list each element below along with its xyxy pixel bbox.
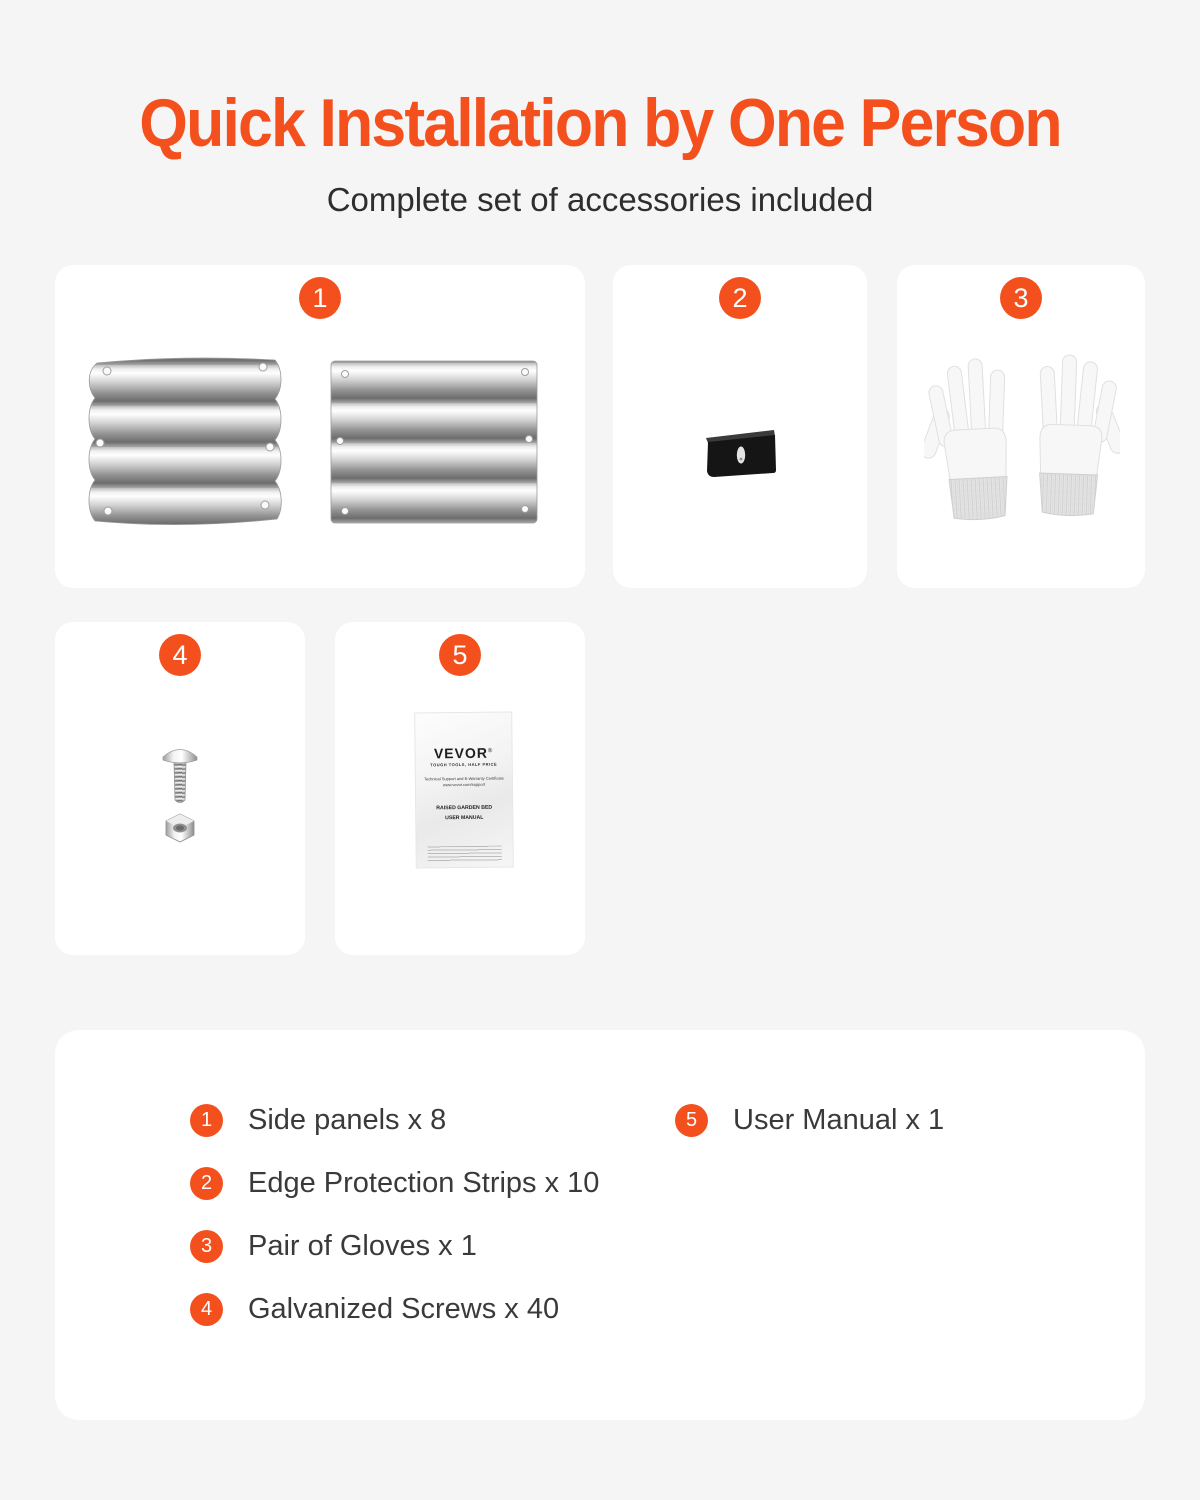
nut-illustration xyxy=(166,814,194,842)
legend-item xyxy=(190,1230,599,1263)
manual-document-title xyxy=(416,803,512,824)
legend-item xyxy=(675,1104,944,1137)
manual-fine-print xyxy=(428,845,502,861)
legend-card xyxy=(55,1030,1145,1420)
user-manual-illustration xyxy=(414,711,514,868)
accessory-card-gloves xyxy=(897,265,1145,588)
manual-support-url: www.vevor.com/support xyxy=(442,782,486,788)
accessory-card-screws xyxy=(55,622,305,955)
card-number-badge: 3 xyxy=(1000,277,1042,319)
legend-number-badge: 2 xyxy=(190,1167,223,1200)
legend-column-1 xyxy=(190,1104,599,1356)
legend-column-2 xyxy=(675,1104,944,1167)
legend-number-badge: 3 xyxy=(190,1230,223,1263)
side-panels-illustration xyxy=(83,351,563,541)
curved-side-panel-illustration xyxy=(89,358,281,524)
legend-number-badge: 4 xyxy=(190,1293,223,1326)
accessory-card-side-panels xyxy=(55,265,585,588)
manual-brand-logo: VEVOR® xyxy=(433,744,494,762)
legend-item-label: Edge Protection Strips x 10 xyxy=(248,1167,600,1199)
legend-item xyxy=(190,1293,599,1326)
legend-item-label: Pair of Gloves x 1 xyxy=(248,1230,477,1262)
manual-support-text: Technical Support and E-Warranty Certificate xyxy=(423,775,504,782)
page-subtitle: Complete set of accessories included xyxy=(326,181,874,218)
manual-tagline: TOUGH TOOLS, HALF PRICE xyxy=(430,761,498,768)
legend-item xyxy=(190,1104,599,1137)
accessory-card-user-manual xyxy=(335,622,585,955)
manual-support-lines xyxy=(416,775,512,789)
legend-item-label: Side panels x 8 xyxy=(248,1104,447,1136)
card-number-badge: 5 xyxy=(439,634,481,676)
edge-protection-strip-illustration xyxy=(700,422,780,482)
card-number-badge: 1 xyxy=(299,277,341,319)
screw-illustration xyxy=(163,750,197,803)
legend-item-label: User Manual x 1 xyxy=(733,1104,945,1136)
accessory-card-edge-protection-strip xyxy=(613,265,867,588)
legend-number-badge: 1 xyxy=(190,1104,223,1137)
manual-title-line1: RAISED GARDEN BED xyxy=(436,804,493,812)
registered-mark: ® xyxy=(487,748,494,755)
card-number-badge: 4 xyxy=(159,634,201,676)
legend-item-label: Galvanized Screws x 40 xyxy=(248,1293,560,1325)
gloves-illustration xyxy=(924,343,1120,521)
card-number-badge: 2 xyxy=(719,277,761,319)
legend-number-badge: 5 xyxy=(675,1104,708,1137)
manual-title-line2: USER MANUAL xyxy=(445,814,484,821)
legend-item xyxy=(190,1167,599,1200)
screw-and-nut-illustration xyxy=(158,742,202,844)
page-title: Quick Installation by One Person xyxy=(139,85,1061,161)
flat-side-panel-illustration xyxy=(331,361,537,523)
